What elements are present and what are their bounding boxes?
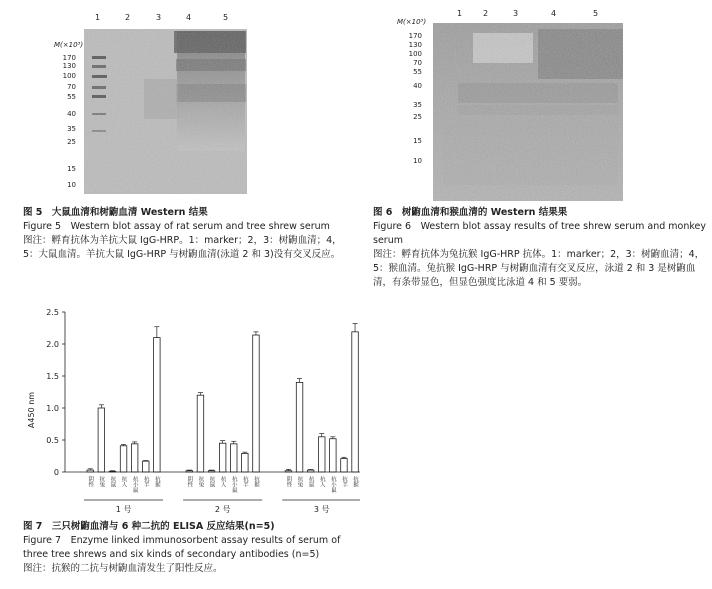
bars: [65, 324, 360, 472]
bar-g2-5: [231, 444, 238, 472]
group-label-3: 3 号: [313, 505, 330, 514]
bar-label-g3-2: 抗兔: [296, 476, 303, 487]
fig6-lane-5: 5: [593, 9, 599, 18]
fig6-mw-70: 70: [413, 59, 422, 67]
bar-g2-6: [242, 453, 249, 472]
fig6-lane-2: 2: [483, 9, 489, 18]
fig5-mw-10: 10: [67, 181, 76, 189]
fig6-mw-15: 15: [413, 137, 422, 145]
bar-label-g2-3: 抗鼠: [208, 476, 215, 487]
bar-g3-2: [296, 382, 303, 472]
bar-g1-4: [120, 446, 127, 472]
fig6-mw-55: 55: [413, 68, 422, 76]
bar-g3-5: [330, 439, 337, 472]
fig6-caption: [373, 206, 708, 290]
bar-label-g1-3: 抗鼠: [109, 476, 116, 487]
bar-label-g1-6: 抗羊: [142, 476, 149, 487]
fig5-mw-40: 40: [67, 110, 76, 118]
figure-6: [360, 0, 712, 330]
fig6-blot-image: [433, 23, 623, 201]
fig6-mw-25: 25: [413, 113, 422, 121]
fig6-caption-cn-title: 图 6 树鼩血清和猴血清的 Western 结果果: [373, 207, 568, 218]
bar-label-g1-7: 抗猴: [153, 476, 160, 487]
bar-label-g3-1: 阴性: [285, 476, 292, 487]
fig7-caption-en-title: Figure 7 Enzyme linked immunosorbent assay results of serum of three tree shrews and six kinds of secondary antibodies (n=5): [23, 535, 341, 560]
fig5-lane-4: 4: [186, 13, 192, 22]
y-axis: [46, 308, 65, 477]
fig5-lane-5: 5: [223, 13, 229, 22]
fig7-caption-note: 图注：抗猴的二抗与树鼩血清发生了阳性反应。: [23, 563, 223, 574]
fig5-mw-100: 100: [62, 72, 76, 80]
bar-label-g1-1: 阴性: [87, 476, 94, 487]
bar-g2-4: [219, 443, 226, 472]
fig6-caption-note: 图注：孵育抗体为兔抗猴 IgG-HRP 抗体。1：marker；2，3：树鼩血清；4，5：猴血清。兔抗猴 IgG-HRP 与树鼩血清有交叉反应，泳道 2 和 3 是树鼩血清，有条带显色，但显色强度比泳道 4 和 5 要弱。: [373, 249, 705, 288]
fig5-caption-en-title: Figure 5 Western blot assay of rat serum and tree shrew serum: [23, 221, 330, 232]
fig5-mw-25: 25: [67, 138, 76, 146]
fig5-mw-70: 70: [67, 83, 76, 91]
fig6-mw-170: 170: [408, 32, 422, 40]
group-labels: [84, 500, 360, 514]
bar-label-g3-7: 抗猴: [352, 476, 359, 487]
fig7-elisa-chart: [20, 300, 360, 518]
bar-g1-7: [154, 338, 161, 472]
bar-g1-6: [143, 461, 150, 472]
fig5-mw-title: M(×10³): [54, 41, 84, 49]
y-tick-label-2: 1.0: [46, 404, 59, 413]
bar-label-g3-4: 抗人: [318, 476, 325, 487]
fig5-blot-image: [84, 29, 247, 194]
fig6-mw-10: 10: [413, 157, 422, 165]
fig5-mw-15: 15: [67, 165, 76, 173]
bar-labels: [87, 475, 359, 494]
fig5-caption-note: 图注：孵育抗体为羊抗大鼠 IgG-HRP。1：marker；2，3：树鼩血清；4，5：大鼠血清。羊抗大鼠 IgG-HRP 与树鼩血清(泳道 2 和 3)没有交叉反应。: [23, 235, 342, 260]
fig6-mw-100: 100: [408, 50, 422, 58]
y-tick-label-4: 2.0: [46, 340, 59, 349]
bar-label-g3-5: 抗小鼠: [329, 476, 336, 493]
fig5-lane-3: 3: [156, 13, 162, 22]
y-tick-label-5: 2.5: [46, 308, 59, 317]
bar-label-g3-6: 抗羊: [340, 476, 347, 487]
fig6-mw-40: 40: [413, 82, 422, 90]
fig6-lane-4: 4: [551, 9, 557, 18]
bar-label-g1-4: 抗人: [120, 476, 127, 487]
bar-g2-7: [253, 335, 260, 472]
y-tick-label-1: 0.5: [46, 436, 59, 445]
fig7-caption-cn-title: 图 7 三只树鼩血清与 6 种二抗的 ELISA 反应结果(n=5): [23, 521, 275, 532]
bar-label-g1-5: 抗小鼠: [131, 476, 138, 493]
fig5-caption-cn-title: 图 5 大鼠血清和树鼩血清 Western 结果: [23, 207, 208, 218]
fig6-mw-35: 35: [413, 101, 422, 109]
bar-label-g2-2: 抗兔: [197, 476, 204, 487]
fig5-mw-35: 35: [67, 125, 76, 133]
fig5-lane-1: 1: [95, 13, 101, 22]
y-tick-label-3: 1.5: [46, 372, 59, 381]
bar-label-g2-1: 阴性: [186, 476, 193, 487]
fig6-caption-en-title: Figure 6 Western blot assay results of tree shrew serum and monkey serum: [373, 221, 707, 246]
bar-label-g2-7: 抗猴: [252, 476, 259, 487]
fig5-mw-130: 130: [62, 62, 76, 70]
y-tick-label-0: 0: [53, 468, 59, 477]
bar-g2-2: [197, 395, 204, 472]
figure-5: [0, 0, 360, 300]
fig5-mw-170: 170: [62, 54, 76, 62]
bar-label-g2-6: 抗羊: [241, 476, 248, 487]
fig6-mw-title: M(×10³): [397, 18, 427, 26]
bar-label-g1-2: 抗兔: [98, 476, 105, 487]
bar-g3-4: [319, 437, 326, 472]
group-label-2: 2 号: [214, 505, 231, 514]
fig5-caption: [23, 206, 353, 262]
bar-label-g3-3: 抗鼠: [307, 476, 314, 487]
y-axis-label: A450 nm: [27, 391, 36, 429]
fig5-lane-2: 2: [125, 13, 131, 22]
bar-g3-7: [352, 332, 359, 472]
bar-g3-6: [341, 459, 348, 472]
fig6-lane-1: 1: [457, 9, 463, 18]
bar-label-g2-4: 抗人: [219, 476, 226, 487]
fig5-mw-55: 55: [67, 93, 76, 101]
bar-label-g2-5: 抗小鼠: [230, 476, 237, 493]
fig7-caption: [23, 520, 363, 576]
bar-g1-5: [131, 444, 138, 472]
group-label-1: 1 号: [115, 505, 132, 514]
fig6-mw-130: 130: [408, 41, 422, 49]
bar-g1-2: [98, 408, 105, 472]
fig6-lane-3: 3: [513, 9, 519, 18]
